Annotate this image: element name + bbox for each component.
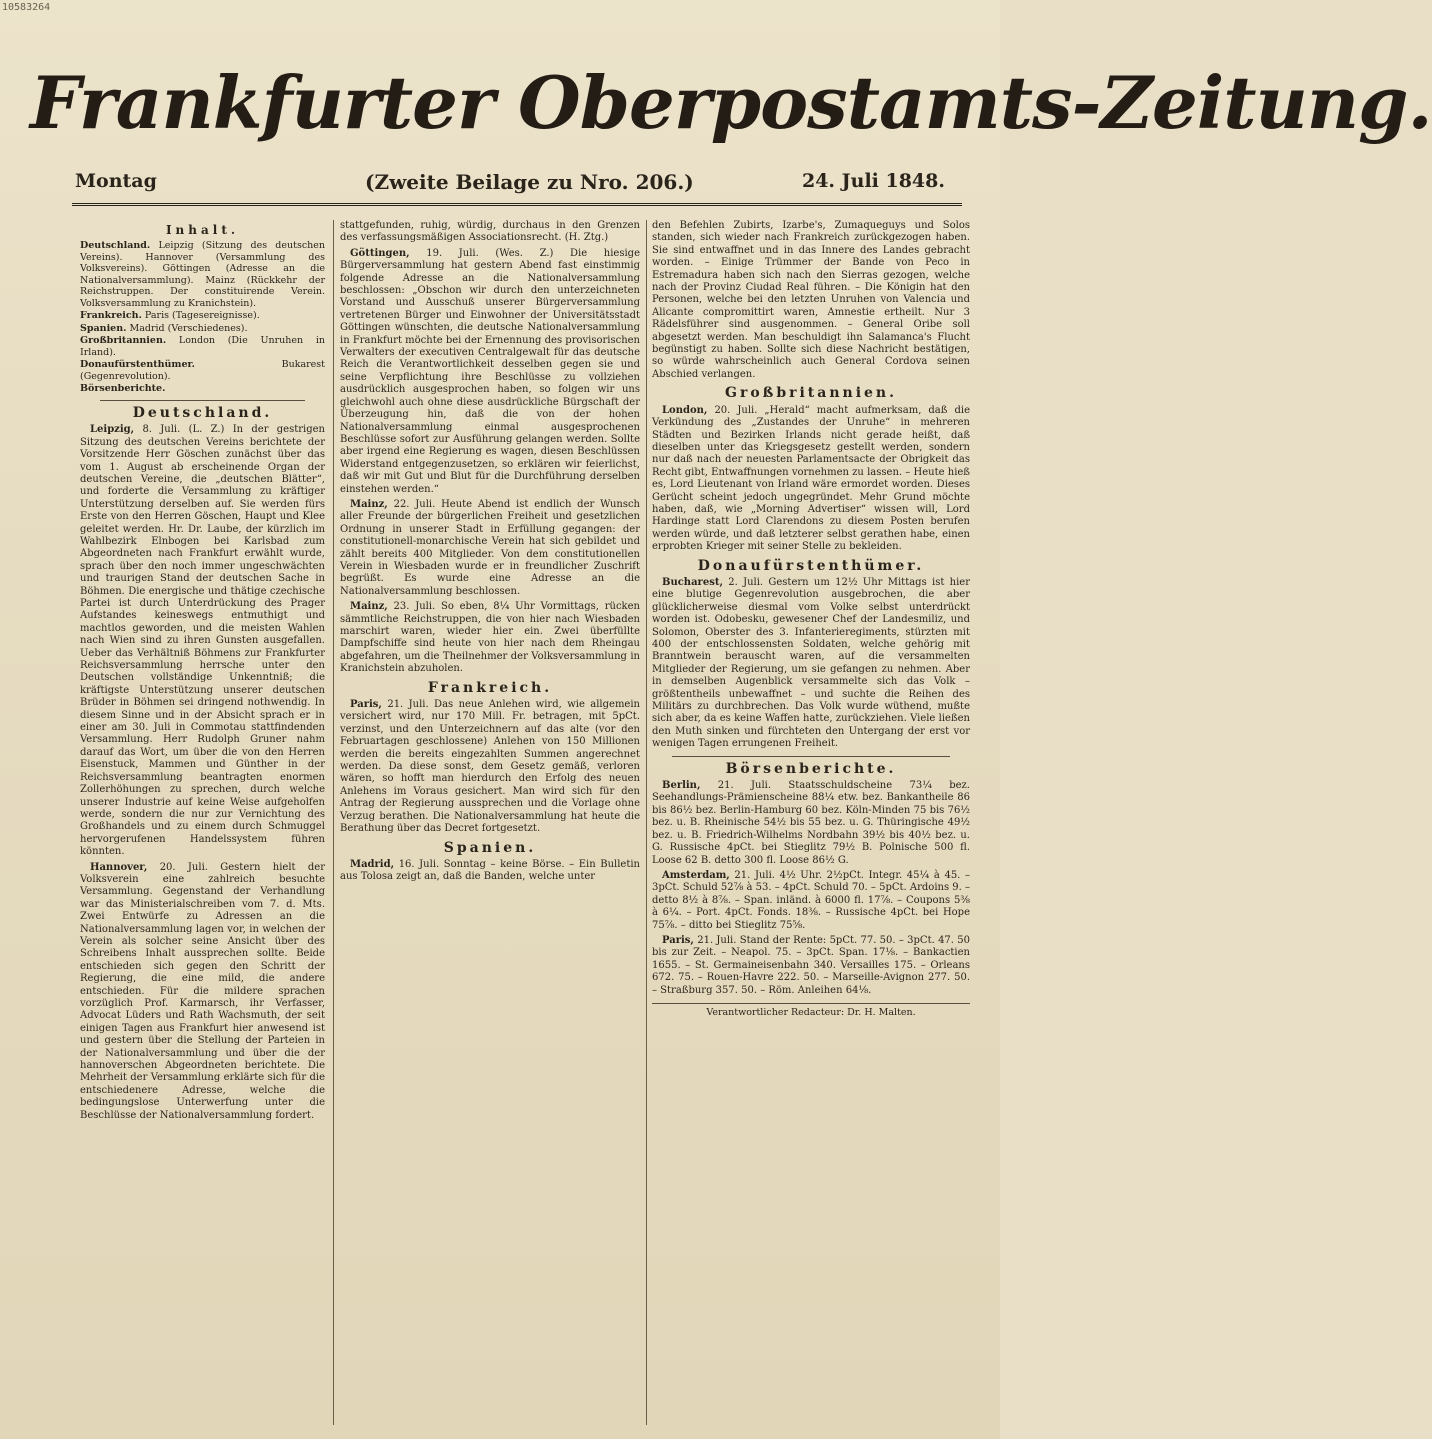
section-heading-boersenberichte: Börsenberichte. xyxy=(725,760,897,777)
article-text: 20. Juli. „Herald“ macht aufmerksam, daß die Verkündung des „Zustandes der Unruhe“ in mehreren Städten und Bezirken Irlands nicht gerade heißt, daß dieselben unter das Kriegsgesetz gestellt werden, sondern nur daß nach der neuesten Parlamentsacte der Obrigkeit das Recht gibt, Entwaffnungen vornehmen zu lassen. – Heute hieß es, Lord Lieutenant von Irland wäre ermordet worden. Dieses Gerücht scheint jedoch ungegründet. Mehr Grund möchte haben, daß, wie „Morning Advertiser“ wissen will, Lord Hardinge statt Lord Clarendons zu diesem Posten berufen werden würde, und daß letzterer selbst gerathen habe, einen erprobten Krieger mit seiner Stelle zu bekleiden. xyxy=(652,404,971,553)
article-paragraph xyxy=(652,405,970,554)
article-dateline: Amsterdam, xyxy=(662,869,730,881)
toc-label: Börsenberichte. xyxy=(80,383,166,395)
section-divider xyxy=(100,400,305,401)
article-text: 22. Juli. Heute Abend ist endlich der Wunsch aller Freunde der bürgerlichen Freiheit und gesetzlichen Ordnung in unserer Stadt in Erfüllung gegangen: der constitutionell-monarchische Verein hat sich gebildet und zählt bereits 400 Mitglieder. Von dem constitutionellen Verein in Wiesbaden wurde er in freundlicher Zuschrift begrüßt. Es wurde eine Adresse an die Nationalversammlung beschlossen. xyxy=(340,498,640,597)
header-rule xyxy=(72,203,962,206)
toc-label: Deutschland. xyxy=(80,240,151,252)
section-heading-spanien: Spanien. xyxy=(443,839,537,856)
article-text: 19. Juli. (Wes. Z.) Die hiesige Bürgerversammlung hat gestern Abend fast einstimmig folgende Adresse an die Nationalversammlung beschlossen: „Obschon wir durch den unterzeichneten Vorstand und Ausschuß unserer Bürgerversammlung vertretenen Bürger und Einwohner der Universitätsstadt Göttingen wünschten, die deutsche Nationalversammlung in Frankfurt möchte bei der Ernennung des provisorischen Verwalters der executiven Centralgewalt für das deutsche Reich die Verantwortlichkeit desselben gegen sie und seine Verpflichtung ihre Beschlüsse zu vollziehen ausdrücklich ausgesprochen haben, so folgen wir uns gleichwohl auch ohne diese ausdrückliche Bürgschaft der Überzeugung hin, daß die von der hohen Nationalversammlung einmal ausgesprochenen Beschlüsse sofort zur Ausführung gelangen werden. Sollte aber irgend eine Regierung es wagen, diesen Beschlüssen Widerstand entgegenzusetzen, so erklären wir feierlichst, daß wir mit Gut und Blut für die Durchführung derselben einstehen werden.“ xyxy=(340,247,640,495)
dateline-supplement: (Zweite Beilage zu Nro. 206.) xyxy=(365,170,694,194)
dateline-day: Montag xyxy=(75,170,157,192)
article-text: stattgefunden, ruhig, würdig, durchaus in den Grenzen des verfassungsmäßigen Associationsrecht. (H. Ztg.) xyxy=(340,220,640,244)
article-dateline: Mainz, xyxy=(350,498,388,510)
toc-line xyxy=(80,240,325,309)
section-heading-frankreich: Frankreich. xyxy=(427,679,553,696)
article-paragraph xyxy=(652,220,970,381)
article-dateline: London, xyxy=(662,404,708,416)
toc-line xyxy=(80,323,325,335)
toc-label: Großbritannien. xyxy=(80,335,167,347)
article-dateline: Hannover, xyxy=(90,861,148,873)
editor-line: Verantwortlicher Redacteur: Dr. H. Malten. xyxy=(652,1003,970,1019)
toc-label: Frankreich. xyxy=(80,310,142,322)
article-dateline: Mainz, xyxy=(350,601,388,613)
column-2 xyxy=(340,220,640,1425)
dateline xyxy=(75,170,955,196)
article-paragraph xyxy=(340,601,640,675)
toc-text: Madrid (Verschiedenes). xyxy=(129,322,248,334)
article-paragraph xyxy=(340,859,640,884)
library-id: 10583264 xyxy=(2,2,51,13)
column-separator xyxy=(333,220,334,1425)
section-heading-grossbritannien: Großbritannien. xyxy=(725,385,897,402)
toc-text: Bukarest (Gegenrevolution). xyxy=(80,359,325,382)
article-text: 21. Juli. 4½ Uhr. 2½pCt. Integr. 45¼ à 45. – 3pCt. Schuld 52⅞ à 53. – 4pCt. Schuld 70. – 5pCt. Ardoins 9. – detto 8½ à 8⅞. – Span. inländ. à 6000 fl. 17⅞. – Coupons 5⅜ à 6¼. – Port. 4pCt. Fonds. 18⅜. – Russische 4pCt. bei Hope 75⅞. – ditto bei Stieglitz 75⅝. xyxy=(652,869,970,931)
toc-text: London (Die Unruhen in Irland). xyxy=(80,335,325,358)
column-1 xyxy=(80,220,325,1425)
section-heading-donaufuerstenthuemer: Donaufürstenthümer. xyxy=(697,557,925,574)
article-paragraph xyxy=(340,220,640,245)
article-paragraph xyxy=(80,862,325,1123)
article-paragraph xyxy=(652,870,970,932)
toc-title: Inhalt. xyxy=(165,223,240,237)
toc-text: Leipzig (Sitzung des deutschen Vereins). Hannover (Versammlung des Volksvereins). Göttingen (Adresse an die Nationalversammlung). Mainz (Rückkehr der Reichstruppen. Der constituirende Verein. Volksversammlung zu Kranichstein). xyxy=(80,240,325,309)
article-dateline: Leipzig, xyxy=(90,424,135,436)
article-paragraph xyxy=(652,577,970,751)
article-text: 21. Juli. Stand der Rente: 5pCt. 77. 50. – 3pCt. 47. 50 bis zur Zeit. – Neapol. 75. – 3pCt. Span. 17⅛. – Bankactien 1655. – St. Germaineisenbahn 340. Versailles 175. – Orleans 672. 75. – Rouen-Havre 222. 50. – Marseille-Avignon 277. 50. – Straßburg 357. 50. – Röm. Anleihen 64⅛. xyxy=(652,934,970,996)
toc-line xyxy=(80,383,325,395)
column-separator xyxy=(646,220,647,1425)
toc-label: Donaufürstenthümer. xyxy=(80,359,195,371)
article-dateline: Paris, xyxy=(662,934,694,946)
masthead-title: Frankfurter Oberpostamts-Zeitung. xyxy=(30,60,1432,145)
toc-line xyxy=(80,310,325,322)
toc-label: Spanien. xyxy=(80,322,127,334)
toc-line xyxy=(80,359,325,382)
article-paragraph xyxy=(652,935,970,997)
column-3 xyxy=(652,220,970,1425)
article-text: 8. Juli. (L. Z.) In der gestrigen Sitzung des deutschen Vereins berichtete der Vorsitzende Herr Göschen zunächst über das vom 1. August ab erscheinende Organ der deutschen Vereine, die „deutschen Blätter“, und forderte die Versammlung zu kräftiger Unterstützung derselben auf. Sie werden fürs Erste von den Herren Göschen, Haupt und Klee geleitet werden. Hr. Dr. Laube, der kürzlich im Wahlbezirk Elnbogen bei Karlsbad zum Abgeordneten nach Frankfurt erwählt wurde, sprach über den noch immer ungeschwächten und traurigen Stand der deutschen Sache in Böhmen. Die energische und thätige czechische Partei ist durch Unterdrückung des Prager Aufstandes keineswegs entmuthigt und machtlos geworden, und die meisten Wahlen nach Wien sind zu ihren Gunsten ausgefallen. Ueber das Verhältniß Böhmens zur Frankfurter Reichsversammlung herrsche unter den Deutschen vollständige Unkenntniß; die kräftigste Unterstützung unserer deutschen Brüder in Böhmen sei dringend nothwendig. In diesem Sinne und in der Absicht sprach er in einer am 30. Juli in Commotau stattfindenden Versammlung. Herr Rudolph Gruner nahm darauf das Wort, um über die von den Herren Eisenstuck, Mammen und Günther in der Reichsversammlung beantragten enormen Zollerhöhungen zu sprechen, durch welche unserer Industrie auf keine Weise aufgeholfen werde, sondern die nur zur Vernichtung des Großhandels und zu einem durch Schmuggel hervorgerufenen Handelssystem führen könnten. xyxy=(80,424,325,858)
article-text: 21. Juli. Das neue Anlehen wird, wie allgemein versichert wird, nur 170 Mill. Fr. betragen, mit 5pCt. verzinst, und den Unterzeichnern auf das alte (vor den Februartagen geschlossene) Anlehen von 150 Millionen werden die bereits eingezahlten Summen angerechnet werden. Da diese sonst, dem Gesetz gemäß, verloren wären, so hofft man hierdurch den Erfolg des neuen Anlehens im Voraus gesichert. Man wird sich für den Antrag der Regierung aussprechen und die Vorlage ohne Verzug berathen. Die Nationalversammlung hat heute die Berathung über das Decret fortgesetzt. xyxy=(340,699,640,835)
article-paragraph xyxy=(340,499,640,598)
article-paragraph xyxy=(340,699,640,835)
section-heading-deutschland: Deutschland. xyxy=(132,404,273,421)
article-dateline: Göttingen, xyxy=(350,247,410,259)
article-dateline: Bucharest, xyxy=(662,576,723,588)
article-text: 16. Juli. Sonntag – keine Börse. – Ein Bulletin aus Tolosa zeigt an, daß die Banden, welche unter xyxy=(340,858,640,883)
article-text: 2. Juli. Gestern um 12½ Uhr Mittags ist hier eine blutige Gegenrevolution ausgebrochen, die aber glücklicherweise diesmal vom Volke selbst unterdrückt worden ist. Odobesku, gewesener Chef der Landesmiliz, und Solomon, Oberster des 3. Infanterieregiments, stürzten mit 400 der entschlossensten Soldaten, welche gehörig mit Branntwein berauscht waren, auf die versammelten Mitglieder der Regierung, um sie gefangen zu nehmen. Aber in demselben Augenblick versammelte sich das Volk – größtentheils unbewaffnet – und suchte die Reihen des Militärs zu durchbrechen. Das Volk wurde wüthend, mußte sich aber, da es keine Waffen hatte, zurückziehen. Viele ließen den Muth sinken und fürchteten den Untergang der erst vor wenigen Tagen errungenen Freiheit. xyxy=(652,576,970,750)
article-text: 20. Juli. Gestern hielt der Volksverein eine zahlreich besuchte Versammlung. Gegenstand der Verhandlung war das Ministerialschreiben vom 7. d. Mts. Zwei Entwürfe zu Adressen an die Nationalversammlung lagen vor, in welchen der Verein als solcher seine Ansicht über des Schreibens Inhalt aussprechen sollte. Beide entschieden sich gegen den Schritt der Regierung, die eine mild, die andere entschieden. Für die mildere sprachen vorzüglich Prof. Karmarsch, ihr Verfasser, Advocat Lüders und Rath Wachsmuth, der seit einigen Tagen aus Frankfurt hier anwesend ist und gestern über die Stellung der Parteien in der Nationalversammlung und über die der hannoverschen Abgeordneten berichtete. Die Mehrheit der Versammlung erklärte sich für die entschiedenere Adresse, welche die bedingungslose Unterwerfung unter die Beschlüsse der Nationalversammlung fordert. xyxy=(80,861,325,1121)
article-paragraph xyxy=(80,424,325,858)
article-dateline: Berlin, xyxy=(662,780,701,792)
toc-line xyxy=(80,335,325,358)
article-dateline: Madrid, xyxy=(350,858,395,870)
article-text: 21. Juli. Staatsschuldscheine 73¼ bez. Seehandlungs-Prämienscheine 88¼ etw. bez. Bankantheile 86 bis 86½ bez. Berlin-Hamburg 60 bez. Köln-Minden 75 bis 76½ bez. u. B. Rheinische 54½ bis 55 bez. u. G. Thüringische 49½ bez. u. B. Friedrich-Wilhelms Nordbahn 39½ bis 40½ bez. u. G. Russische 4pCt. bei Stieglitz 79½ B. Polnische 500 fl. Loose 62 B. detto 300 fl. Loose 86½ G. xyxy=(652,780,970,866)
article-paragraph xyxy=(652,780,970,867)
article-paragraph xyxy=(340,248,640,496)
toc-text: Paris (Tagesereignisse). xyxy=(144,310,260,322)
article-text: 23. Juli. So eben, 8¼ Uhr Vormittags, rücken sämmtliche Reichstruppen, die von hier nach Wiesbaden marschirt waren, wieder hier ein. Zwei überfüllte Dampfschiffe sind heute von hier nach dem Rheingau abgefahren, um die Theilnehmer der Volksversammlung in Kranichstein abzuholen. xyxy=(340,601,640,675)
section-divider xyxy=(672,756,950,757)
article-text: den Befehlen Zubirts, Izarbe's, Zumaqueguys und Solos standen, sich wieder nach Frankreich zurückgezogen haben. Sie sind entwaffnet und in das Innere des Landes gebracht worden. – Einige Trümmer der Bande von Peco in Estremadura haben sich nach den Sierras gezogen, welche nach der Provinz Ciudad Real führen. – Die Königin hat den Personen, welche bei den letzten Unruhen von Valencia und Alicante compromittirt waren, Amnestie ertheilt. Nur 3 Rädelsführer sind ausgenommen. – General Oribe soll abgesetzt werden. Man beschuldigt ihn Salamanca's Flucht begünstigt zu haben. Sollte sich diese Nachricht bestätigen, so würde wahrscheinlich auch General Cordova seinen Abschied verlangen. xyxy=(652,220,970,380)
article-dateline: Paris, xyxy=(350,699,382,711)
dateline-date: 24. Juli 1848. xyxy=(801,170,945,192)
